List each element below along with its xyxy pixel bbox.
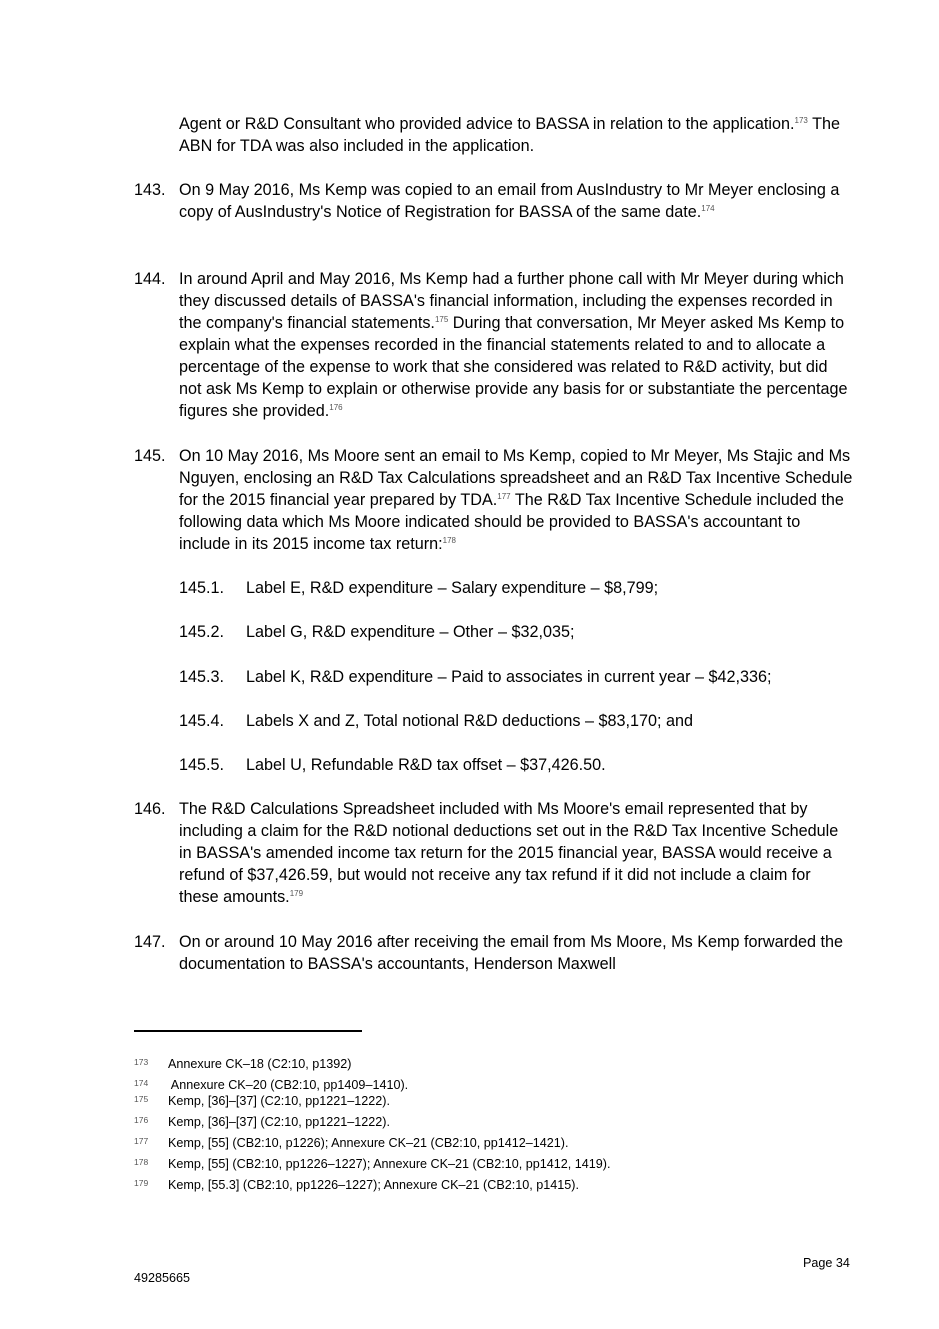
footnote-number: 175 — [134, 1094, 149, 1104]
footnote-text: Kemp, [55] (CB2:10, pp1226–1227); Annexure CK–21 (CB2:10, pp1412, 1419). — [168, 1157, 611, 1171]
footnote-ref[interactable]: 179 — [289, 889, 304, 898]
footnote-ref[interactable]: 174 — [701, 204, 715, 213]
sub-item-number: 145.4. — [179, 712, 225, 730]
footnote-text: Kemp, [55.3] (CB2:10, pp1226–1227); Annexure CK–21 (CB2:10, p1415). — [168, 1178, 579, 1192]
footnote-separator — [134, 1030, 362, 1032]
paragraph-number-143: 143. — [134, 181, 166, 199]
page-number-value: 34 — [835, 1256, 850, 1270]
footnote-text: Kemp, [55] (CB2:10, p1226); Annexure CK–21 (CB2:10, pp1412–1421). — [168, 1136, 569, 1150]
sub-item — [179, 621, 574, 643]
paragraph-text: The R&D Tax Incentive Schedule included the following data which Ms Moore indicated should be provided to BASSA's accountant to include in its 2015 income tax return: — [179, 491, 844, 553]
sub-item-number: 145.2. — [179, 623, 225, 641]
paragraph-text: On 10 May 2016, Ms Moore sent an email to Ms Kemp, copied to Mr Meyer, Ms Stajic and Ms Nguyen, enclosing an R&D Tax Calculations spreadsheet and an R&D Tax Incentive Schedule for the 2015 financial year prepared by TDA. — [179, 447, 853, 509]
footnote — [134, 1091, 390, 1109]
footnote-number: 176 — [134, 1115, 149, 1125]
page-number — [803, 1256, 850, 1270]
sub-item — [179, 666, 772, 688]
paragraph-text: In around April and May 2016, Ms Kemp had a further phone call with Mr Meyer during which they discussed details of BASSA's financial information, including the expenses recorded in the company's financial statements. — [179, 270, 844, 332]
footnote-text: Kemp, [36]–[37] (C2:10, pp1221–1222). — [168, 1115, 390, 1129]
paragraph-147 — [179, 931, 854, 975]
footnote-ref[interactable]: 178 — [442, 536, 456, 545]
sub-item-number: 145.1. — [179, 579, 225, 597]
paragraph-145 — [179, 445, 854, 555]
sub-item-text: Label E, R&D expenditure – Salary expenditure – $8,799; — [246, 579, 659, 597]
sub-item-text: Label U, Refundable R&D tax offset – $37,426.50. — [246, 756, 606, 774]
footnote-number: 177 — [134, 1136, 149, 1146]
paragraph-143 — [179, 179, 854, 223]
paragraph-number-144: 144. — [134, 270, 166, 288]
footnote-ref[interactable]: 175 — [434, 315, 449, 324]
footnote — [134, 1054, 351, 1072]
sub-item-text: Labels X and Z, Total notional R&D deductions – $83,170; and — [246, 712, 693, 730]
footnote-ref[interactable]: 176 — [329, 403, 343, 412]
footnote-text: Kemp, [36]–[37] (C2:10, pp1221–1222). — [168, 1094, 390, 1108]
sub-item — [179, 577, 658, 599]
footnote-number: 178 — [134, 1157, 149, 1167]
footnote-number: 174 — [134, 1078, 149, 1088]
sub-item — [179, 710, 693, 732]
paragraph-number-146: 146. — [134, 800, 166, 818]
paragraph-text: During that conversation, Mr Meyer asked Ms Kemp to explain what the expenses recorded in the financial statements related to and to allocate a percentage of the expense to work that she considered was related to R&D activity, but did not ask Ms Kemp to explain or otherwise provide any basis for or substantiate the percentage figures she provided. — [179, 314, 848, 420]
footnote — [134, 1133, 568, 1151]
footnote-text: Annexure CK–20 (CB2:10, pp1409–1410). — [168, 1078, 409, 1092]
paragraph-text: On 9 May 2016, Ms Kemp was copied to an email from AusIndustry to Mr Meyer enclosing a copy of AusIndustry's Notice of Registration for BASSA of the same date. — [179, 181, 840, 221]
footnote — [134, 1154, 610, 1172]
paragraph-number-147: 147. — [134, 933, 166, 951]
document-id: 49285665 — [134, 1271, 191, 1285]
page-label: Page — [803, 1256, 836, 1270]
sub-item-text: Label G, R&D expenditure – Other – $32,035; — [246, 623, 575, 641]
paragraph-text: On or around 10 May 2016 after receiving the email from Ms Moore, Ms Kemp forwarded the documentation to BASSA's accountants, Henderson Maxwell — [179, 933, 843, 973]
sub-item — [179, 754, 606, 776]
sub-item-number: 145.5. — [179, 756, 225, 774]
footnote-number: 173 — [134, 1057, 149, 1067]
footnote — [134, 1175, 579, 1193]
paragraph-text: The ABN for TDA was also included in the application. — [179, 115, 840, 155]
footnote-ref[interactable]: 173 — [794, 116, 808, 125]
paragraph-number-145: 145. — [134, 447, 166, 465]
sub-item-text: Label K, R&D expenditure – Paid to associates in current year – $42,336; — [246, 668, 772, 686]
footnote — [134, 1112, 390, 1130]
footnote-number: 179 — [134, 1178, 149, 1188]
footnote-ref[interactable]: 177 — [497, 492, 511, 501]
paragraph-text: The R&D Calculations Spreadsheet included with Ms Moore's email represented that by including a claim for the R&D notional deductions set out in the R&D Tax Incentive Schedule in BASSA's amended income tax return for the 2015 financial year, BASSA would receive a refund of $37,426.59, but would not receive any tax refund if it did not include a claim for these amounts. — [179, 800, 839, 906]
paragraph-text: Agent or R&D Consultant who provided advice to BASSA in relation to the application. — [179, 115, 795, 133]
paragraph-144 — [179, 268, 854, 422]
sub-item-number: 145.3. — [179, 668, 225, 686]
continuation-paragraph — [179, 113, 854, 157]
footnote-text: Annexure CK–18 (C2:10, p1392) — [168, 1057, 352, 1071]
paragraph-146 — [179, 798, 854, 908]
